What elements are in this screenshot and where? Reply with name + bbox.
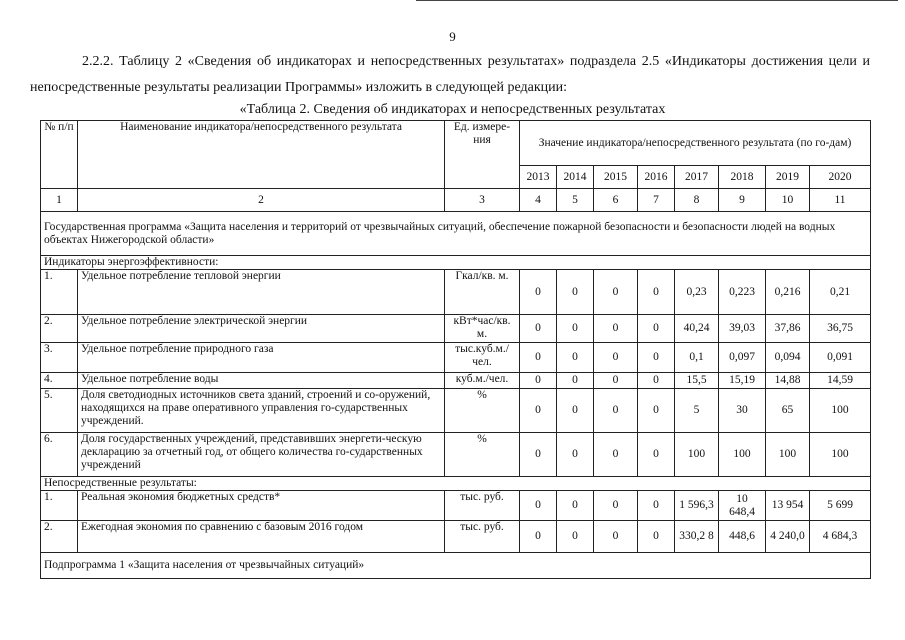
row-value: 100 [810,433,871,477]
table-row [41,433,871,477]
row-value: 0 [594,315,638,343]
row-value: 0 [594,433,638,477]
header-name: Наименование индикатора/непосредственного результата [78,121,445,189]
table-row [41,373,871,389]
row-value: 4 684,3 [810,521,871,553]
row-value: 30 [719,389,766,433]
row-value: 0 [638,491,675,521]
header-unit: Ед. измере-ния [445,121,520,189]
row-number: 2. [41,315,78,343]
column-number: 2 [78,189,445,212]
row-value: 0,21 [810,270,871,315]
row-number: 3. [41,343,78,373]
row-name: Удельное потребление природного газа [78,343,445,373]
row-value: 0 [594,373,638,389]
row-value: 4 240,0 [766,521,810,553]
row-unit: куб.м./чел. [445,373,520,389]
row-value: 0,223 [719,270,766,315]
table-row [41,343,871,373]
row-value: 39,03 [719,315,766,343]
row-name: Доля светодиодных источников света зданий, строений и со-оружений, находящихся на праве оперативного управления го-сударственных учреждений. [78,389,445,433]
row-name: Удельное потребление электрической энергии [78,315,445,343]
row-value: 0 [557,433,594,477]
row-unit: % [445,433,520,477]
row-number: 5. [41,389,78,433]
row-value: 40,24 [675,315,719,343]
table-row [41,521,871,553]
row-value: 100 [675,433,719,477]
column-number: 8 [675,189,719,212]
row-unit: тыс. руб. [445,521,520,553]
year-header: 2020 [810,166,871,189]
row-value: 0 [557,373,594,389]
row-value: 0 [594,389,638,433]
row-value: 10 648,4 [719,491,766,521]
row-value: 0 [638,389,675,433]
top-rule [416,0,898,1]
year-header: 2015 [594,166,638,189]
row-name: Удельное потребление воды [78,373,445,389]
header-values: Значение индикатора/непосредственного результата (по го-дам) [520,121,871,166]
row-value: 0,091 [810,343,871,373]
row-name: Реальная экономия бюджетных средств* [78,491,445,521]
row-value: 330,2 8 [675,521,719,553]
column-number: 6 [594,189,638,212]
column-number: 11 [810,189,871,212]
row-value: 0 [638,270,675,315]
column-number: 1 [41,189,78,212]
row-value: 0,094 [766,343,810,373]
indicators-table [40,120,871,579]
row-value: 0,216 [766,270,810,315]
row-value: 37,86 [766,315,810,343]
intro-paragraph: 2.2.2. Таблицу 2 «Сведения об индикаторах и непосредственных результатах» подраздела 2.5 «Индикаторы достижения цели и непосредственные результаты реализации Программы» изложить в следующей редакции: [30,54,870,95]
row-value: 0 [520,491,557,521]
row-value: 15,19 [719,373,766,389]
row-value: 0 [594,491,638,521]
row-value: 5 699 [810,491,871,521]
header-num: № п/п [41,121,78,189]
row-value: 0 [594,521,638,553]
row-number: 1. [41,491,78,521]
table-row [41,270,871,315]
row-number: 2. [41,521,78,553]
page-number: 9 [449,29,456,44]
row-value: 0 [638,343,675,373]
year-header: 2016 [638,166,675,189]
column-number: 5 [557,189,594,212]
row-value: 0 [557,270,594,315]
row-value: 14,59 [810,373,871,389]
row-name: Удельное потребление тепловой энергии [78,270,445,315]
row-value: 0 [557,343,594,373]
row-value: 0,1 [675,343,719,373]
row-value: 0 [638,433,675,477]
row-unit: кВт*час/кв. м. [445,315,520,343]
row-value: 14,88 [766,373,810,389]
table-row [41,315,871,343]
row-value: 0,23 [675,270,719,315]
row-value: 100 [719,433,766,477]
subprogram-title: Подпрограмма 1 «Защита населения от чрезвычайных ситуаций» [41,553,871,579]
table-caption: «Таблица 2. Сведения об индикаторах и непосредственных результатах [239,102,666,117]
column-number: 3 [445,189,520,212]
row-value: 0 [557,521,594,553]
row-value: 0 [520,521,557,553]
row-number: 1. [41,270,78,315]
year-header: 2014 [557,166,594,189]
year-header: 2019 [766,166,810,189]
row-value: 5 [675,389,719,433]
row-value: 0 [594,270,638,315]
row-value: 0 [520,270,557,315]
row-value: 0 [638,373,675,389]
indicators-section: Индикаторы энергоэффективности: [41,256,871,270]
row-unit: тыс. руб. [445,491,520,521]
row-name: Доля государственных учреждений, представивших энергети-ческую декларацию за отчетный год, от общего количества го-сударственных учреждений [78,433,445,477]
column-number: 4 [520,189,557,212]
row-unit: % [445,389,520,433]
table-row [41,389,871,433]
row-number: 6. [41,433,78,477]
row-value: 65 [766,389,810,433]
year-header: 2018 [719,166,766,189]
row-name: Ежегодная экономия по сравнению с базовым 2016 годом [78,521,445,553]
row-value: 100 [810,389,871,433]
year-header: 2013 [520,166,557,189]
row-value: 0 [557,389,594,433]
row-value: 100 [766,433,810,477]
program-title: Государственная программа «Защита населения и территорий от чрезвычайных ситуаций, обеспечение пожарной безопасности и безопасности людей на водных объектах Нижегородской области» [41,212,871,256]
row-value: 448,6 [719,521,766,553]
row-value: 0,097 [719,343,766,373]
row-value: 13 954 [766,491,810,521]
column-number: 9 [719,189,766,212]
row-value: 0 [520,433,557,477]
row-value: 36,75 [810,315,871,343]
row-number: 4. [41,373,78,389]
row-value: 0 [594,343,638,373]
row-value: 15,5 [675,373,719,389]
row-value: 1 596,3 [675,491,719,521]
year-header: 2017 [675,166,719,189]
column-number: 7 [638,189,675,212]
table-row [41,491,871,521]
row-value: 0 [638,315,675,343]
row-value: 0 [557,315,594,343]
row-value: 0 [520,373,557,389]
row-value: 0 [520,389,557,433]
row-value: 0 [557,491,594,521]
row-unit: тыс.куб.м./ чел. [445,343,520,373]
row-unit: Гкал/кв. м. [445,270,520,315]
row-value: 0 [520,315,557,343]
row-value: 0 [520,343,557,373]
row-value: 0 [638,521,675,553]
column-number: 10 [766,189,810,212]
results-section: Непосредственные результаты: [41,477,871,491]
